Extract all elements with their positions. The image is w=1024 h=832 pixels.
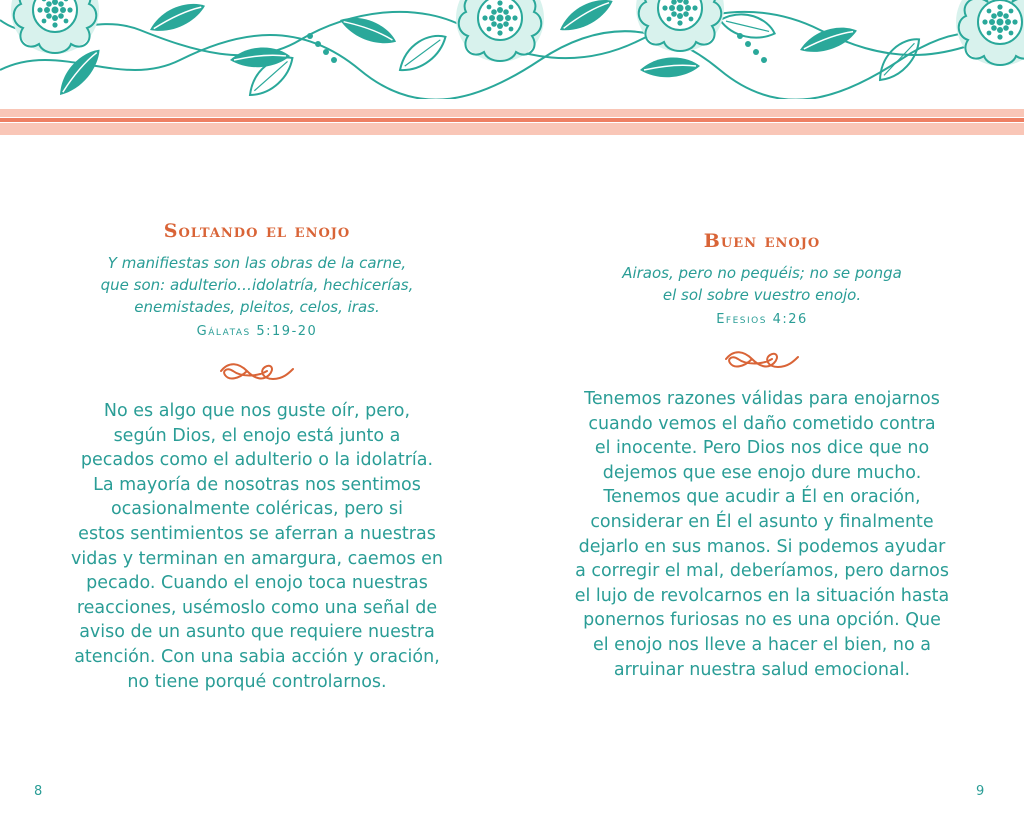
text-line: aviso de un asunto que requiere nuestra [79, 622, 435, 643]
left-page [42, 220, 472, 694]
stripe-light-bottom [0, 123, 1024, 135]
text-line: No es algo que nos guste oír, pero, [103, 401, 411, 421]
text-line: La mayoría de nosotras nos sentimos [93, 474, 421, 495]
text-line: Tenemos que acudir a Él en oración, [603, 487, 921, 508]
text-line: arruinar nuestra salud emocional. [613, 659, 911, 680]
verse-line: el sol sobre vuestro enojo. [662, 286, 862, 304]
swirl-flourish-icon [217, 359, 297, 385]
right-page [547, 230, 977, 682]
text-line: según Dios, el enojo está junto a [113, 425, 401, 446]
page-title: Buen enojo [703, 230, 821, 252]
page-title: Soltando el enojo [163, 220, 351, 242]
text-line: a corregir el mal, deberíamos, pero darnos [575, 561, 949, 582]
text-line: Tenemos razones válidas para enojarnos [584, 389, 940, 409]
text-line: dejarlo en sus manos. Si podemos ayudar [578, 536, 946, 557]
text-line: ponernos furiosas no es una opción. Que [583, 610, 941, 631]
text-line: pecados como el adulterio o la idolatría. [80, 450, 434, 471]
verse-reference: Efesios 4:26 [716, 312, 808, 327]
text-line: vidas y terminan en amargura, caemos en [71, 548, 443, 569]
text-line: el enojo nos lleve a hacer el bien, no a [592, 634, 932, 655]
text-line: reacciones, usémoslo como una señal de [76, 597, 438, 618]
bible-verse [42, 252, 472, 318]
verse-line: enemistades, pleitos, celos, iras. [134, 298, 380, 316]
verse-line: que son: adulterio…idolatría, hechicerías, [100, 276, 414, 294]
text-line: el inocente. Pero Dios nos dice que no [594, 438, 930, 459]
text-line: no tiene porqué controlarnos. [127, 671, 387, 692]
floral-pattern-icon [0, 0, 1024, 99]
text-line: dejemos que ese enojo dure mucho. [602, 462, 922, 483]
stripe-dark [0, 118, 1024, 122]
verse-line: Y manifiestas son las obras de la carne, [107, 254, 407, 272]
swirl-flourish-icon [722, 347, 802, 373]
verse-line: Airaos, pero no pequéis; no se ponga [622, 264, 902, 282]
text-line: el lujo de revolcarnos en la situación hasta [574, 585, 950, 606]
text-line: estos sentimientos se aferran a nuestras [78, 523, 436, 544]
decorative-stripes [0, 99, 1024, 135]
text-line: pecado. Cuando el enojo toca nuestras [86, 573, 428, 594]
text-line: atención. Con una sabia acción y oración, [74, 646, 440, 667]
text-line: ocasionalmente coléricas, pero si [110, 499, 404, 520]
text-line: considerar en Él el asunto y finalmente [590, 511, 934, 532]
verse-reference: Gálatas 5:19-20 [196, 324, 318, 339]
floral-banner [0, 0, 1024, 99]
text-line: cuando vemos el daño cometido contra [588, 413, 936, 434]
bible-verse [547, 262, 977, 306]
page-number-right: 9 [976, 784, 985, 799]
page-number-left: 8 [34, 784, 43, 799]
stripe-light-top [0, 109, 1024, 117]
devotional-text [547, 387, 977, 682]
devotional-text [42, 399, 472, 694]
